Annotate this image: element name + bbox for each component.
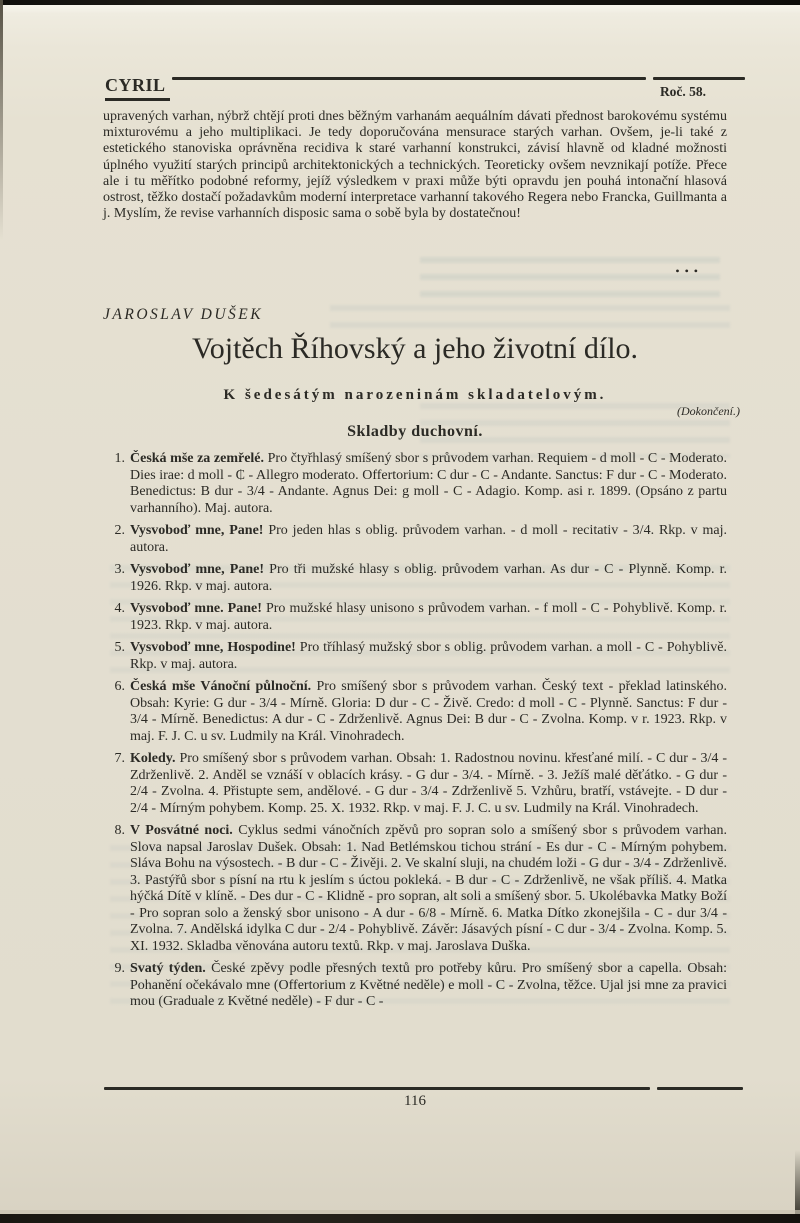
item-number: 7. [114,751,125,766]
footer-rule-right [657,1087,743,1090]
work-title: Vysvoboď mne, Pane! [130,523,264,538]
scan-edge-bottom [0,1214,800,1223]
item-number: 3. [114,562,125,577]
journal-masthead: CYRIL [105,75,170,101]
work-title: Česká mše za zemřelé. [130,451,265,466]
header-rule-right [653,77,745,80]
page-number: 116 [404,1093,426,1109]
item-number: 8. [114,823,125,838]
work-description: Pro tři mužské hlasy s oblig. průvodem varhan. As dur - C - Plynně. Komp. r. 1926. Rkp. v maj. autora. [130,562,728,594]
article-end-mark: ••• [675,264,703,278]
list-item [103,640,727,673]
author-byline: JAROSLAV DUŠEK [103,306,264,323]
list-item [103,451,727,517]
item-number: 9. [114,961,125,976]
item-number: 4. [114,601,125,616]
works-list [103,451,727,1017]
item-number: 2. [114,523,125,538]
work-title: Česká mše Vánoční půlnoční. [130,679,312,694]
scan-edge-left [0,0,3,240]
work-description: Pro mužské hlasy unisono s průvodem varhan. - f moll - C - Pohyblivě. Komp. r. 1923. Rkp. v maj. autora. [130,601,728,633]
work-description: České zpěvy podle přesných textů pro potřeby kůru. Pro smíšený sbor a capella. Obsah: Pohanění očekávalo mne (Offertorium z Květné neděle) e moll - C - Zvolna, těžce. Ujal jsi mne za pravici mou (Graduale z Květné neděle) - F dur - C - [130,961,727,1009]
continuation-note: (Dokončení.) [677,404,740,418]
work-title: Vysvoboď mne, Pane! [130,562,264,577]
work-description: Pro smíšený sbor s průvodem varhan. Obsah: 1. Radostnou novinu. křesťané milí. - C dur - 3/4 - Zdrženlivě. 2. Anděl se vznáší v oblacích krásy. - G dur - 3/4. - Mírně. - 3. Ježíš malé děťátko. - G dur - 2/4 - Zvolna. 4. Přistupte sem, andělové. - G dur - 3/4 - Zdrženlivě 5. Vzhůru, bratří, vstávejte. - D dur - 2/4 - Mírným pohybem. Komp. 25. X. 1932. Rkp. v maj. F. J. C. u sv. Ludmily na Král. Vinohradech. [130,751,727,816]
list-item [103,562,727,595]
list-item [103,523,727,556]
intro-paragraph: upravených varhan, nýbrž chtějí proti dnes běžným varhanám aequálním dávati přednost barokovému systému mixturovému a jeho multiplikaci. Je tedy doporučována mensurace starých varhan. Ovšem, je-li také z estetického stanoviska oprávněna recidiva k staré varhanní konstrukci, závisí hlavně od kladné možnosti úplného využití starých principů architektonických a technických. Teoreticky ovšem nevznikají potíže. Přece ale i tu měřítko podobné reformy, jejíž výsledkem v praxi může býti opravdu jen pouhá intonační hlasová ostrost, těžko dostačí požadavkům moderní interpretace varhanní takového Regera nebo Francka, Guillmanta a j. Myslím, že revise varhanních disposic sama o sobě byla by dostatečnou! [103,109,727,222]
scan-edge-top-highlight [0,5,800,14]
work-title: Vysvoboď mne, Hospodine! [130,640,296,655]
section-heading: Skladby duchovní. [347,423,483,440]
work-title: Svatý týden. [130,961,206,976]
volume-label: Roč. 58. [659,84,707,99]
item-number: 1. [114,451,125,466]
article-title: Vojtěch Říhovský a jeho životní dílo. [191,332,639,365]
work-description: Pro smíšený sbor s průvodem varhan. Český text - překlad latinského. Obsah: Kyrie: G dur - 3/4 - Mírně. Gloria: D dur - C - Živě. Credo: d moll - C - Plynně. Sanctus: F dur - 3/4 - Mírně. Benedictus: A dur - C - Zdrženlivě. Agnus Dei: B dur - C - Zvolna. Komp. v r. 1923. Rkp. v maj. F. J. C. u sv. Ludmily na Král. Vinohradech. [130,679,728,744]
list-item [103,961,727,1011]
item-number: 6. [114,679,125,694]
footer-rule-left [104,1087,650,1090]
work-title: Vysvoboď mne. Pane! [130,601,262,616]
list-item [103,751,727,817]
list-item [103,679,727,745]
work-description: Cyklus sedmi vánočních zpěvů pro sopran solo a smíšený sbor s průvodem varhan. Slova napsal Jaroslav Dušek. Obsah: 1. Nad Betlémskou tichou strání - Es dur - C - Mírným pohybem. Sláva Bohu na výsostech. - B dur - C - Živěji. 2. Ve skalní sluji, na chudém loži - G dur - 3/4 - Zdrženlivě. 3. Pastýřů sbor s písní na rtu k jeslím s úctou pokleká. - B dur - C - Zdrženlivě, ne však příliš. 4. Matka hýčká Dítě v klíně. - Des dur - C - Klidně - pro sopran, alt soli a smíšený sbor. 5. Ukolébavka Matky Boží - Pro sopran solo a ženský sbor unisono - A dur - 6/8 - Mírně. 6. Matka Dítko zkonejšila - C - dur 3/4 - Zvolna. 7. Andělská idylka C dur - 2/4 - Pohyblivě. Závěr: Jásavých písní - C dur - 3/4 - Zvolna. Komp. 5. XI. 1932. Skladba věnována autoru textů. Rkp. v maj. Jaroslava Duška. [130,823,727,954]
list-item [103,601,727,634]
work-description: Pro čtyřhlasý smíšený sbor s průvodem varhan. Requiem - d moll - C - Moderato. Dies irae: d moll - ₵ - Allegro moderato. Offertorium: C dur - C - Andante. Sanctus: F dur - C - Moderato. Benedictus: B dur - 3/4 - Andante. Agnus Dei: g moll - C - Adagio. Komp. asi r. 1899. (Opsáno z partu varhanního). Maj. autora. [130,451,728,516]
work-title: V Posvátné noci. [130,823,233,838]
article-subtitle: K šedesátým narozeninám skladatelovým. [223,387,607,403]
work-description: Pro jeden hlas s oblig. průvodem varhan. - d moll - recitativ - 3/4. Rkp. v maj. autora. [130,523,728,555]
work-description: Pro tříhlasý mužský sbor s oblig. průvodem varhan. a moll - C - Pohyblivě. Rkp. v maj. autora. [130,640,728,672]
work-title: Koledy. [130,751,176,766]
list-item [103,823,727,955]
item-number: 5. [114,640,125,655]
header-rule-left [172,77,646,80]
